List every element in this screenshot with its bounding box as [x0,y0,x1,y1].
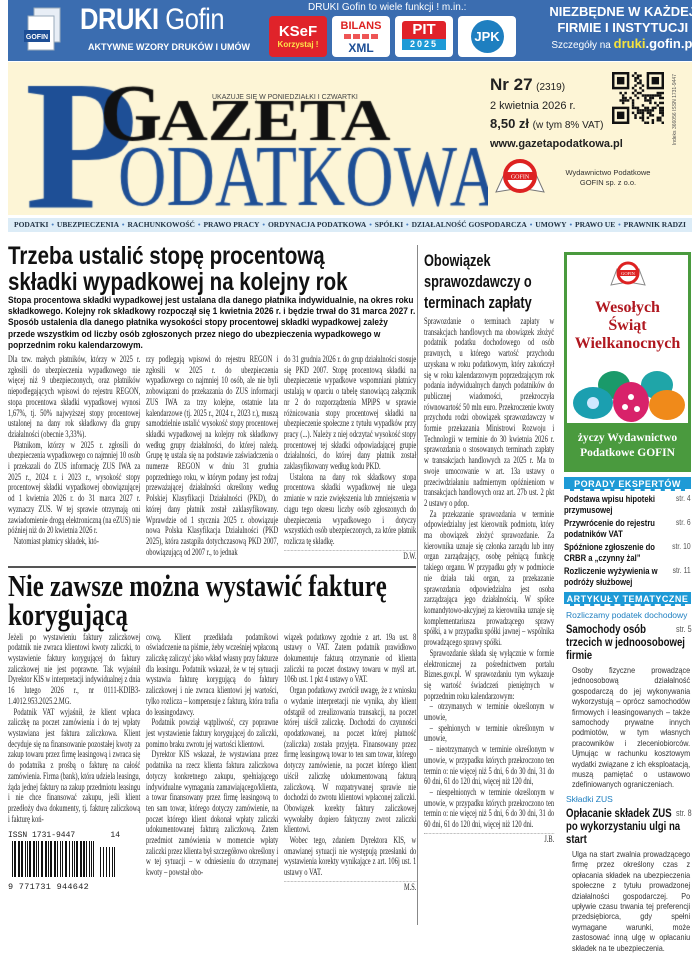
druki-subtitle: AKTYWNE WZORY DRUKÓW I UMÓW [88,42,250,52]
nav-separator: • [262,220,266,229]
topic-title[interactable]: str. 5 Samochody osób trzecich w jednoosobowej firmie [566,622,692,662]
qr-module [634,84,636,86]
issue-info: Nr 27 (2319) 2 kwietnia 2026 r. 8,50 zł (w tym 8% VAT) www.gazetapodatkowa.pl [490,76,623,153]
barcode-bar [18,841,20,877]
qr-module [644,107,646,109]
qr-module [639,79,641,81]
barcode-bar [54,841,56,877]
qr-module [637,109,639,111]
qr-module [662,114,664,116]
tips-header: PORADY EKSPERTÓW [564,477,691,491]
qr-module [637,77,639,79]
qr-module [634,117,636,119]
article2-body: Sprawozdanie o terminach zapłaty w transakcjach handlowych ma obowiązek złożyć podatnik podatku dochodowego od osób prawnych, u którego wartość przychodu uzyskana w roku podatkowym, który zakończył się w roku kalendarzowym poprzedzającym rok podania indywidualnych danych podatników do publicznej wiadomości, przekroczyła równowartość 50 mln euro. Przekroczenie kwoty przychodu rodzi obowiązek sprawozdawczy w formie przekazania Ministrowi Rozwoju i Technologii w terminie do 30 kwietnia 2026 r. sprawozdania o stosowanych terminach zapłaty w transakcjach handlowych za 2025 r. Ma to swoje umocowanie w art. 13a ustawy o przeciwdziałaniu nadmiernym opóźnieniom w transakcjach handlowych oraz art. 27b ust. 2 pkt 2 ustawy o pdop. Za przekazanie sprawozdania w terminie odpowiedzialny jest kierownik podmiotu, który ma obowiązek złożyć sprawozdanie. Za kierownika uznaje się członka zarządu lub inny organ zarządzający, osobę pełniącą funkcję takiego organu. W przypadku gdy w podmiocie nie działa taki organ, za przekazanie sprawozdania odpowiedzialna jest osoba zarządzająca jego działalnością. W spółce komandytowo-akcyjnej za kierownika uznaje się komplementariusza prowadzącego sprawy spółki, a w przypadku spółki jawnej – wspólnika prowadzącego sprawy spółki. Sprawozdanie składa się wyłącznie w formie elektronicznej za pośrednictwem portalu Biznes.gov.pl. W sprawozdaniu tym wykazuje się wartość świadczeń pieniężnych w poprzednim roku kalendarzowym: – otrzymanych w terminie określonym w umowie, – spełnionych w terminie określonym w umowie, – nieotrzymanych w terminie określonym w umowie, w przypadku których przekroczono ten termin o: nie więcej niż 5 dni, 6 do 30 dni, 31 do 60 dni, 61 do 120 dni, więcej niż 120 dni, – niespełnionych w terminie określonym w umowie, w przypadku których przekroczono ten termin o: nie więcej niż 5 dni, 6 do 30 dni, 31 do 60 dni, 61 do 120 dni, więcej niż 120 dni. J.B. [424,317,555,844]
qr-module [659,109,661,111]
barcode-bar [80,841,82,877]
nav-item[interactable]: UBEZPIECZENIA [56,220,120,229]
qr-module [654,107,656,109]
barcode-bar [65,841,67,877]
qr-module [657,119,659,121]
barcode-bar [27,841,28,877]
qr-module [642,109,644,111]
nav-item[interactable]: DZIAŁALNOŚĆ GOSPODARCZA [411,220,527,229]
barcode-bar [74,841,75,877]
qr-module [652,97,654,99]
jpk-tile[interactable]: JPK [458,16,516,57]
article3-author: M.S. [284,881,416,893]
easter-greeting-title: Wesołych Świąt Wielkanocnych [574,299,681,352]
qr-module [657,94,659,96]
nav-separator: • [569,220,573,229]
barcode-bar [21,841,23,877]
qr-module [642,89,644,91]
nav-item[interactable]: UMOWY [535,220,567,229]
qr-module [659,102,661,104]
barcode-bar [12,841,13,877]
topic-summary: Osoby fizyczne prowadzące jednoosobową działalność gospodarczą do jej wykonywania wykorzystują – oprócz samochodów firmowych i leasingowanych – także samochody prywatne innych podmiotów, w tym własnych pracowników i zleceniobiorców. Ujmując w rachunku kosztowym wydatki związane z ich eksploatacją, muszą pamiętać o ustawowo zdefiniowanych ograniczeniach. [572,665,691,790]
qr-module [624,99,626,101]
qr-module [652,114,654,116]
qr-module [654,94,656,96]
qr-finder [652,77,659,84]
qr-module [662,109,664,111]
article1-headline[interactable]: Trzeba ustalić stopę procentową składki wypadkowej na kolejny rok [8,242,348,296]
qr-module [632,99,634,101]
gofin-seal-logo [492,158,548,198]
qr-module [634,79,636,81]
qr-module [662,107,664,109]
qr-module [632,112,634,114]
main-left-area [8,243,416,893]
qr-module [649,97,651,99]
topic-summary: Ulga na start zwalnia prowadzącego firmę przez określony czas z opłacania składek na ubezpieczenia społeczne z tytułu prowadzonej działalności gospodarczej. Po upływie czasu trwania tej preferencji przedsiębiorca, gdy spełni wymagane warunki, może zastosować inną ulgę w opłacaniu składek na te ubezpieczenia. [572,848,691,953]
qr-module [624,92,626,94]
qr-module [632,74,634,76]
barcode-bar [106,847,107,877]
qr-module [642,114,644,116]
sidebar [564,477,691,953]
qr-module [654,102,656,104]
article3-headline[interactable]: Nie zawsze można wystawić fakturę korygującą [8,567,387,632]
qr-module [644,122,646,124]
qr-module [647,107,649,109]
barcode-addon: 14 [110,831,120,841]
svg-text:GOFIN: GOFIN [621,271,635,276]
nav-item[interactable]: PRAWO UE [574,220,616,229]
topic-category: Składki ZUS [566,793,613,804]
barcode-bars [8,841,120,877]
qr-module [647,94,649,96]
barcode-bar [109,847,110,877]
qr-module [637,74,639,76]
qr-module [652,107,654,109]
barcode-bar [14,841,16,877]
nav-item[interactable]: SPÓŁKI [374,220,404,229]
qr-module [637,82,639,84]
qr-module [659,94,661,96]
qr-module [649,99,651,101]
qr-module [659,92,661,94]
qr-module [639,117,641,119]
druki-link[interactable]: Szczegóły na druki.gofin.pl [551,36,696,51]
barcode-bar [72,841,73,877]
qr-module [627,99,629,101]
qr-module [639,74,641,76]
qr-module [634,77,636,79]
article1-column-1: Dla tzw. małych płatników, którzy w 2025 r. zgłosili do ubezpieczenia wypadkowego nie więcej niż 9 ubezpieczonych, oraz płatników niepodlegających wpisowi do rejestru REGON, stopa procentowa składki wypadkowej wynosi 1,67%, tj. 50% najwyższej stopy procentowej ustalonej na dany rok składkowy dla grupy działalności (obecnie 3,33%). Płatnikom, którzy w 2025 r. zgłosili do ubezpieczenia wypadkowego co najmniej 10 osób i przekazali do ZUS informację ZUS IWA za 2025 r., 2024 r. i 2023 r., wysokość stopy procentowej składki wypadkowej obowiązującej od 1 kwietnia 2026 r. do 31 marca 2027 r. wyznaczy ZUS. W tej sprawie otrzymają oni zawiadomienie drogą elektroniczną (na eZUS) nie później niż do 20 kwietnia 2026 r. Natomiast płatnicy składek, któ- [8,355,141,547]
qr-module [662,102,664,104]
article1-column-2: rzy podlegają wpisowi do rejestru REGON i zgłosili w 2025 r. do ubezpieczenia wypadkowego co najmniej 10 osób, ale nie byli zobowiązani do przekazania do ZUS informacji ZUS IWA za trzy kolejne, ostatnie lata kalendarzowe (tj. 2025 r., 2024 r., 2023 r.), muszą samodzielnie ustalić wysokość stopy procentowej składki wypadkowej na kolejny rok składkowy według grupy działalności, do której należą. Grupę tę ustala się na podstawie zaświadczenia o numerze REGON w dniu 31 grudnia poprzedniego roku, w którym podany jest rodzaj przeważającej działalności określony według Polskiej Klasyfikacji Działalności (PKD), do której dany płatnik został zaklasyfikowany. Wprawdzie od 1 stycznia 2025 r. obowiązuje nowa Polska Klasyfikacja Działalności (PKD 2025), która zastąpiła dotychczasową PKD 2007, obowiązującą od 2007 r., to jednak [146,355,279,558]
druki-gofin-banner[interactable] [8,0,696,61]
qr-module [632,87,634,89]
qr-module [642,84,644,86]
qr-module [649,112,651,114]
qr-module [659,112,661,114]
index-codes: Indeks 366056 ISSN 1731-9447 [672,74,678,146]
barcode-bar [91,841,92,877]
qr-module [632,107,634,109]
nav-separator: • [618,220,621,229]
functions-intro: DRUKI Gofin to wiele funkcji ! m.in.: [308,2,467,13]
qr-module [662,97,664,99]
qr-module [634,114,636,116]
nav-separator: • [529,220,533,229]
qr-module [662,112,664,114]
article3-column-1: Jeżeli po wystawieniu faktury zaliczkowej podatnik nie zwraca klientowi kwoty zaliczki, to wystawienie faktury korygującej do faktury zaliczkowej nie jest poprawne. Tak wyjaśnił Dyrektor KIS w interpretacji indywidualnej z dnia 16 lutego 2026 r., nr 0111-KDIB3-1.4012.953.2025.2.MG. Podatnik VAT wyjaśnił, że klient wpłaca zaliczkę na poczet zamówienia i do tej wpłaty wystawiana jest faktura zaliczkowa. Klient decyduje się na finansowanie pozostałej kwoty za zakup towaru przez firmę leasingową i zwraca się do podatnika z prośbą o fakturę na całość zamówienia. Firma (bank), która udziela leasingu, żąda jednej faktury na zakup przedmiotu leasingu i nie chce finansować zakupu, jeśli klient przedłoży dwa dokumenty, tj. fakturę zaliczkową i fakturę koń- ISSN 1731-9447 14 9 771731 944642 [8,632,141,893]
qr-module [639,92,641,94]
document-icon [24,6,64,54]
barcode-bar [38,841,39,877]
qr-module [659,97,661,99]
qr-module [634,89,636,91]
qr-module [657,104,659,106]
nav-item[interactable]: PRAWO PRACY [203,220,260,229]
barcode-bar [112,847,113,877]
qr-module [652,119,654,121]
topics-header: ARTYKUŁY TEMATYCZNE [564,592,691,606]
article1-author: D.W. [284,550,416,562]
article3-body [8,633,416,893]
qr-module [637,112,639,114]
easter-greeting-ad [564,252,691,472]
barcode-bar [36,841,37,877]
svg-text:GOFIN: GOFIN [25,34,49,41]
article2-headline[interactable]: Obowiązek sprawozdawczy o terminach zapłaty [424,251,532,312]
barcode-bar [69,841,70,877]
svg-text:GOFIN: GOFIN [510,174,530,181]
qr-module [657,117,659,119]
qr-module [634,94,636,96]
qr-module [659,107,661,109]
nav-item[interactable]: PRAWNIK RADZI [623,220,686,229]
section-nav [8,218,692,232]
qr-module [634,107,636,109]
pit-2025-tile[interactable]: PIT 2025 [395,16,453,57]
barcode-bar [25,841,26,877]
qr-module [637,92,639,94]
qr-module [649,102,651,104]
easter-greeting-footer: życzy Wydawnictwo Podatkowe GOFIN [567,423,688,469]
qr-module [652,122,654,124]
tip-item[interactable]: str. 4 Podstawa wpisu hipoteki przymusowej [564,494,691,515]
qr-module [639,112,641,114]
qr-module [644,99,646,101]
barcode-bar [83,841,85,877]
qr-module [644,109,646,111]
barcode-bar [93,841,94,877]
bilans-xml-tile[interactable]: BILANS XML [332,16,390,57]
article3-column-3: wiązek podatkowy zgodnie z art. 19a ust. 8 ustawy o VAT. Zatem podatnik prawidłowo dokumentuje fakturą otrzymanie od klienta zaliczki na poczet dostawy towaru w myśl art. 106b ust. 1 pkt 4 ustawy o VAT. Organ podatkowy zwrócił uwagę, że z wniosku o wydanie interpretacji nie wynika, aby klient odstąpił od zrealizowania transakcji, na poczet której uiścił zaliczkę. Dochodzi do czynności opodatkowanej, na poczet której płatność (zaliczka) została przyjęta. Finansowany przez firmę leasingową towar to ten sam towar, którego dotyczy zamówienie, na poczet którego klient uiścił zaliczkę udokumentowaną fakturą zaliczkową. W rozpatrywanej sprawie nie dochodzi do zwrotu klientowi wpłaconej zaliczki. Obowiązek korekty faktury zaliczkowej wywołałby dopiero faktyczny zwrot zaliczki klientowi. Wobec tego, zdaniem Dyrektora KIS, w omawianej sytuacji nie występują przesłanki do wystawienia korekty wynikające z art. 106j ust. 1 ustawy o VAT. M.S. [284,632,417,892]
qr-module [647,117,649,119]
column-divider [417,245,418,925]
article1-lead: Stopa procentowa składki wypadkowej jest ustalana dla danego płatnika indywidualnie, na okres roku składkowego. Kolejny rok składkowy rozpoczął się 1 kwietnia 2026 r. i będzie trwał do 31 marca 2027 r. Sposób ustalenia dla danego płatnika wysokości stopy procentowej składki wypadkowej zależy przede wszystkim od liczby osób zgłoszonych przez niego do ubezpieczenia wypadkowego w poprzednim roku kalendarzowym. [8,295,416,350]
qr-module [649,94,651,96]
qr-module [652,94,654,96]
barcode-bar [45,841,47,877]
article1-body [8,355,416,562]
tip-item[interactable]: str. 6 Przywrócenie do rejestru podatników VAT [564,518,691,539]
qr-module [647,99,649,101]
nav-separator: • [51,220,54,229]
qr-module [644,97,646,99]
qr-module [632,104,634,106]
barcode-bar [57,841,58,877]
article2-author: J.B. [424,833,554,845]
barcode-bar [48,841,49,877]
qr-module [642,94,644,96]
nav-item[interactable]: ORDYNACJA PODATKOWA [267,220,367,229]
qr-module [624,97,626,99]
qr-module [659,119,661,121]
nav-separator: • [121,220,125,229]
qr-module [642,104,644,106]
barcode-bar [86,841,87,877]
barcode-number: 9 771731 944642 [8,882,90,893]
issn-label: ISSN 1731-9447 [8,831,76,841]
qr-module [647,112,649,114]
qr-module [647,109,649,111]
easter-eggs-image [571,367,686,422]
qr-module [659,117,661,119]
tagline: UKAZUJE SIĘ W PONIEDZIAŁKI I CZWARTKI [212,94,358,101]
qr-module [637,107,639,109]
druki-brand: DRUKI Gofin [80,3,225,36]
article2 [424,250,554,845]
nav-separator: • [369,220,372,229]
qr-module [657,92,659,94]
qr-module [662,122,664,124]
barcode-bar [29,841,31,877]
qr-module [639,87,641,89]
qr-module [642,112,644,114]
barcode-bar [50,841,52,877]
barcode-bar [103,847,104,877]
article3-column-2: cową. Klient przedkłada podatnikowi oświadczenie na piśmie, żeby wcześniej wpłaconą zaliczkę zaliczyć jako wkład własny przy fakturze dla leasingu. Podatnik wskazał, że w tej sytuacji wystawia fakturę korygującą do faktury zaliczkowej i nie zwraca klientowi jej wartości, tylko rozlicza – kompensuje z fakturą, która trafia do leasingodawcy. Podatnik powziął wątpliwość, czy poprawne jest wystawienie faktury korygującej do zaliczki, pomimo braku zwrotu jej wartości klientowi. Dyrektor KIS wskazał, że wystawiana przez podatnika na rzecz klienta faktura zaliczkowa dotyczy konkretnego zakupu, spełniającego indywidualne wymagania zamawiającego/klienta, a towar finansowany przez firmę leasingową to ten sam towar, którego dotyczy zamówienie, na poczet którego klient dokonał wpłaty zaliczki udokumentowanej fakturą zaliczkową. Zatem przedmiot zamówienia w momencie wpłaty zaliczki przez klienta był szczegółowo określony i w tej sytuacji – w odniesieniu do otrzymanej kwoty – powstał obo- [146,632,279,879]
barcode-bar [100,847,101,877]
qr-module [639,109,641,111]
tip-item[interactable]: str. 11 Rozliczenie wyżywienia w podróży służbowej [564,566,691,587]
qr-module [652,109,654,111]
article1-column-3: do 31 grudnia 2026 r. do grup działalności stosuje się PKD 2007. Stopę procentową składki na ubezpieczenie wypadkowe wspomniani płatnicy ustalają w oparciu o tabelę stanowiącą załącznik nr 2 do rozporządzenia MPiPS w sprawie różnicowania stopy procentowej składki na ubezpieczenie społeczne z tytułu wypadków przy pracy (...). Należy z niej odczytać wysokość stopy procentowej tej składki odpowiadającej grupie działalności, do której dany płatnik został zaklasyfikowany według kodu PKD. Ustalona na dany rok składkowy stopa procentowa składki wypadkowej nie ulega zmianie w razie zwiększenia lub zmniejszenia w ciągu tego okresu liczby osób zgłoszonych do ubezpieczenia wypadkowego i dotyczy wszystkich osób ubezpieczonych, za które płatnik rozlicza tę składkę. D.W. [284,355,417,561]
topic-category: Rozliczamy podatek dochodowy [566,610,688,620]
gazeta-podatkowa-logo [8,62,488,215]
qr-module [629,97,631,99]
barcode-bar [41,841,43,877]
ksef-tile[interactable]: KSeF Korzystaj ! [269,16,327,57]
barcode-bar [76,841,78,877]
nav-item[interactable]: RACHUNKOWOŚĆ [127,220,195,229]
website-link[interactable]: www.gazetapodatkowa.pl [490,138,623,150]
barcode-bar [89,841,90,877]
qr-module [632,102,634,104]
qr-module [642,117,644,119]
nav-separator: • [197,220,201,229]
barcode-bar [60,841,61,877]
qr-module [637,97,639,99]
gofin-seal-logo [609,261,647,289]
qr-module [644,94,646,96]
nav-item[interactable]: PODATKI [14,220,49,229]
qr-module [649,114,651,116]
qr-module [662,92,664,94]
banner-promo: NIEZBĘDNE W KAŻDEJ FIRMIE I INSTYTUCJI ! Szczegóły na druki.gofin.pl [530,4,696,54]
topic-title[interactable]: str. 8 Opłacanie składek ZUS po wykorzystaniu ulgi na start [566,805,692,846]
qr-module [632,92,634,94]
qr-module [639,82,641,84]
qr-module [649,109,651,111]
tip-item[interactable]: str. 10 Spóźnione zgłoszenie do CRBR a „czynny żal” [564,542,691,563]
barcode-bar [114,847,115,877]
nav-separator: • [406,220,409,229]
qr-module [647,122,649,124]
qr-module [634,72,636,74]
qr-module [642,119,644,121]
barcode-bar [33,841,35,877]
publisher: Wydawnictwo Podatkowe GOFIN sp. z o.o. [565,168,651,187]
barcode [8,831,120,892]
barcode-bar [62,841,63,877]
